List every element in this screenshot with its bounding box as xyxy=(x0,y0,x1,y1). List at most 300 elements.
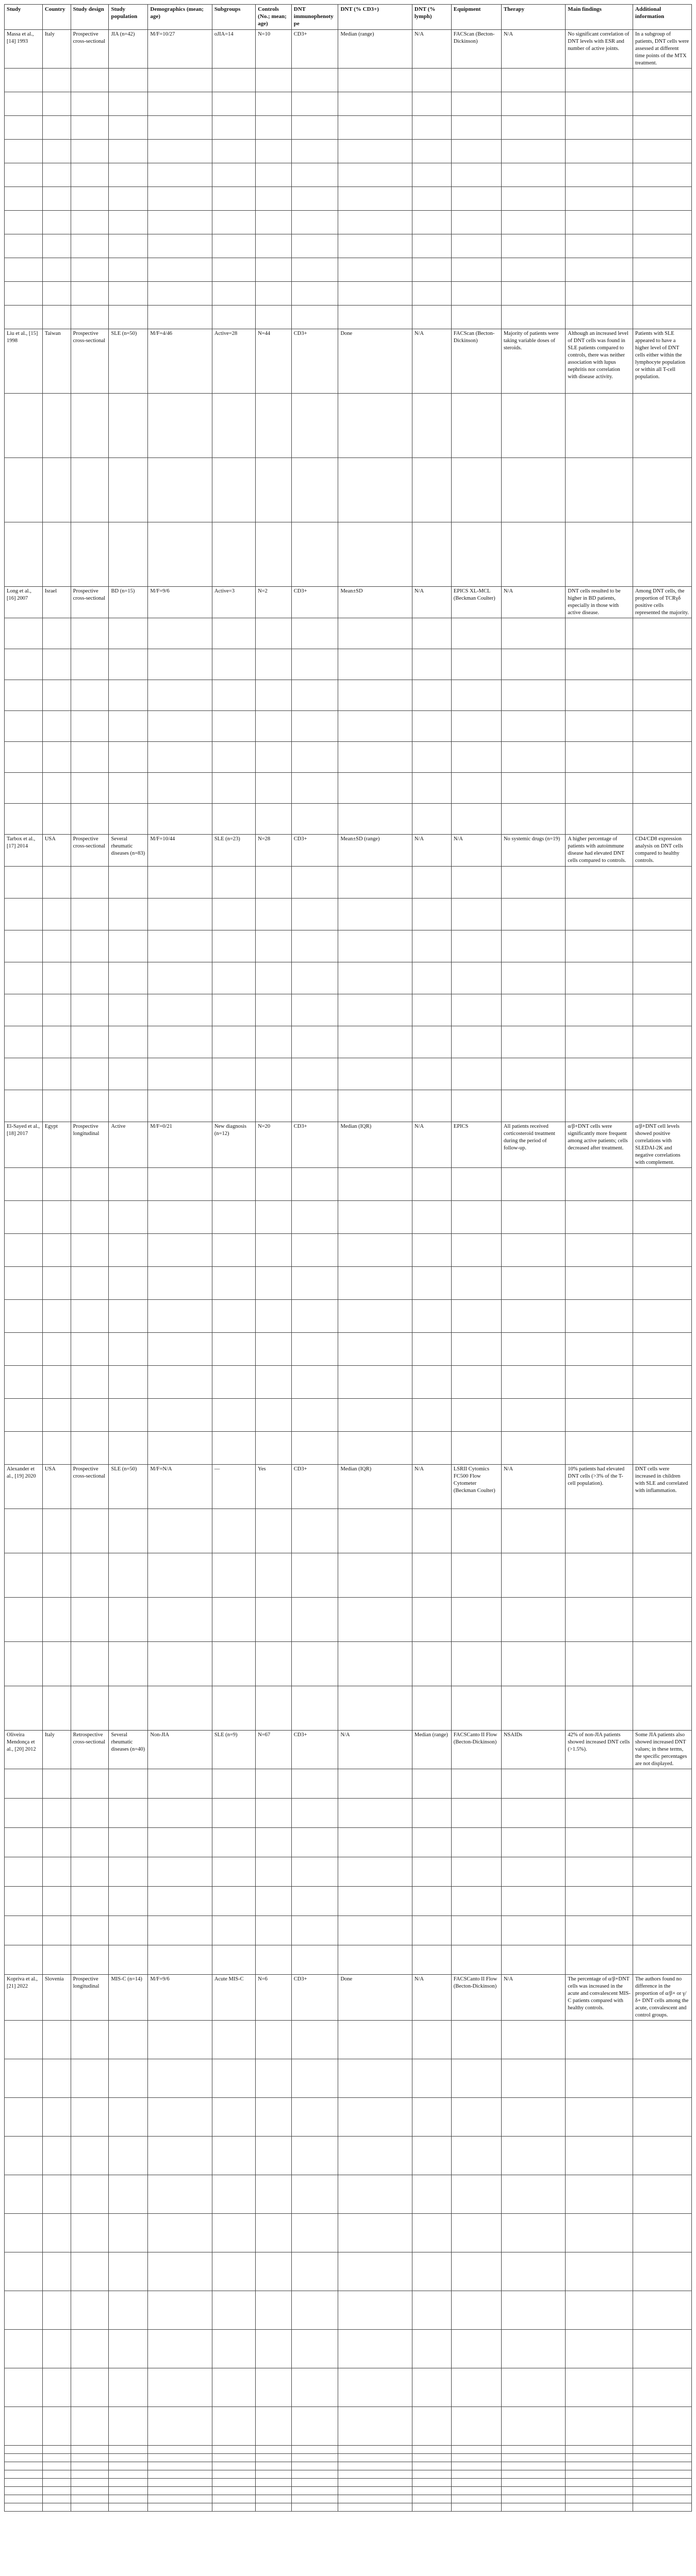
table-cell-empty xyxy=(633,1366,692,1399)
table-cell-empty xyxy=(5,1916,43,1945)
table-cell-empty xyxy=(501,2330,565,2368)
table-cell-empty xyxy=(338,711,412,742)
table-cell-empty xyxy=(451,2252,501,2291)
table-cell-empty xyxy=(501,1887,565,1916)
table-cell-empty xyxy=(71,711,109,742)
table-cell-empty xyxy=(71,618,109,649)
table-cell-empty xyxy=(451,211,501,234)
table-cell-empty xyxy=(451,1201,501,1234)
table-cell-dnt-cd3-: N/A xyxy=(338,1731,412,1769)
table-cell-empty xyxy=(338,1333,412,1366)
table-cell-empty xyxy=(291,2137,338,2175)
table-cell-empty xyxy=(338,1553,412,1598)
table-cell-empty xyxy=(42,1058,71,1090)
table-cell-therapy: Majority of patients were taking variable doses of steroids. xyxy=(501,329,565,394)
table-cell-empty xyxy=(338,1234,412,1267)
table-cell-empty xyxy=(71,1058,109,1090)
table-cell-empty xyxy=(71,458,109,522)
table-cell-empty xyxy=(412,282,451,306)
table-cell-empty xyxy=(566,930,633,962)
table-cell-controls-no-mean-age-: N=20 xyxy=(256,1122,292,1168)
table-row xyxy=(5,2446,692,2454)
table-cell-empty xyxy=(71,804,109,835)
table-cell-empty xyxy=(291,116,338,140)
table-cell-empty xyxy=(412,1333,451,1366)
table-cell-empty xyxy=(212,680,255,711)
table-cell-empty xyxy=(148,522,212,587)
table-cell-empty xyxy=(412,394,451,458)
table-cell-empty xyxy=(451,2291,501,2330)
table-cell-additional-information: Among DNT cells, the proportion of TCRγδ positive cells represented the majority. xyxy=(633,587,692,618)
table-cell-empty xyxy=(451,1828,501,1857)
table-cell-empty xyxy=(291,680,338,711)
table-row xyxy=(5,140,692,163)
table-cell-empty xyxy=(291,2462,338,2470)
table-cell-empty xyxy=(212,163,255,187)
table-cell-empty xyxy=(566,2479,633,2487)
table-cell-empty xyxy=(412,1026,451,1058)
table-cell-empty xyxy=(148,930,212,962)
table-cell-empty xyxy=(109,804,148,835)
table-cell-empty xyxy=(212,394,255,458)
table-cell-empty xyxy=(148,2059,212,2098)
table-cell-empty xyxy=(566,1168,633,1201)
table-cell-empty xyxy=(501,69,565,92)
table-row xyxy=(5,1828,692,1857)
table-cell-subgroups: — xyxy=(212,1465,255,1509)
table-row xyxy=(5,804,692,835)
table-cell-empty xyxy=(412,899,451,930)
table-cell-empty xyxy=(5,2021,43,2059)
table-cell-empty xyxy=(451,711,501,742)
table-cell-empty xyxy=(71,867,109,899)
table-cell-empty xyxy=(212,773,255,804)
table-cell-empty xyxy=(291,258,338,282)
table-cell-empty xyxy=(5,1300,43,1333)
table-cell-empty xyxy=(71,2330,109,2368)
table-cell-country: Israel xyxy=(42,587,71,618)
table-cell-empty xyxy=(148,1799,212,1828)
table-cell-demographics-mean-age-: Non-JIA xyxy=(148,1731,212,1769)
table-cell-empty xyxy=(338,258,412,282)
table-cell-empty xyxy=(633,2446,692,2454)
table-cell-empty xyxy=(109,2214,148,2252)
table-cell-empty xyxy=(633,773,692,804)
table-cell-empty xyxy=(256,1857,292,1887)
table-cell-empty xyxy=(212,2470,255,2479)
table-cell-empty xyxy=(71,2214,109,2252)
table-cell-empty xyxy=(42,742,71,773)
table-cell-empty xyxy=(451,1366,501,1399)
table-cell-empty xyxy=(212,2330,255,2368)
table-cell-empty xyxy=(42,899,71,930)
table-cell-empty xyxy=(633,211,692,234)
table-cell-empty xyxy=(566,1432,633,1465)
table-cell-empty xyxy=(291,649,338,680)
table-cell-empty xyxy=(338,306,412,329)
table-cell-empty xyxy=(566,163,633,187)
table-cell-empty xyxy=(412,2446,451,2454)
table-cell-empty xyxy=(5,458,43,522)
table-cell-empty xyxy=(633,1916,692,1945)
table-cell-empty xyxy=(5,1366,43,1399)
table-cell-empty xyxy=(212,116,255,140)
header-controls: Controls (No.; mean; age) xyxy=(256,5,292,30)
table-cell-dnt-lymph-: Median (range) xyxy=(412,1731,451,1769)
table-cell-empty xyxy=(566,2446,633,2454)
table-cell-empty xyxy=(109,211,148,234)
header-row xyxy=(5,5,692,30)
table-cell-empty xyxy=(71,1234,109,1267)
table-cell-empty xyxy=(412,1598,451,1642)
table-cell-empty xyxy=(451,804,501,835)
table-cell-empty xyxy=(501,1799,565,1828)
table-cell-empty xyxy=(451,258,501,282)
table-cell-empty xyxy=(148,1857,212,1887)
table-row xyxy=(5,773,692,804)
table-cell-empty xyxy=(338,1432,412,1465)
table-cell-empty xyxy=(501,680,565,711)
table-row xyxy=(5,2021,692,2059)
table-cell-empty xyxy=(451,2098,501,2137)
table-cell-dnt-lymph-: N/A xyxy=(412,1122,451,1168)
table-cell-empty xyxy=(451,2462,501,2470)
table-cell-empty xyxy=(5,1509,43,1553)
table-cell-empty xyxy=(501,1201,565,1234)
table-cell-empty xyxy=(412,994,451,1026)
table-cell-dnt-cd3-: Done xyxy=(338,329,412,394)
table-cell-empty xyxy=(338,867,412,899)
table-cell-empty xyxy=(412,163,451,187)
studies-table xyxy=(4,4,692,2512)
table-cell-study-population: Active xyxy=(109,1122,148,1168)
table-row xyxy=(5,1945,692,1975)
table-cell-subgroups: Acute MIS-C xyxy=(212,1975,255,2021)
table-cell-empty xyxy=(291,1432,338,1465)
table-cell-empty xyxy=(256,711,292,742)
table-cell-study-design: Prospective cross-sectional xyxy=(71,587,109,618)
table-cell-empty xyxy=(291,711,338,742)
table-cell-empty xyxy=(412,458,451,522)
table-cell-empty xyxy=(291,234,338,258)
table-cell-empty xyxy=(5,2214,43,2252)
table-cell-empty xyxy=(256,2098,292,2137)
table-cell-empty xyxy=(71,1267,109,1300)
table-cell-empty xyxy=(256,742,292,773)
table-cell-empty xyxy=(412,306,451,329)
table-cell-empty xyxy=(338,2098,412,2137)
table-cell-empty xyxy=(212,2291,255,2330)
table-cell-empty xyxy=(148,1366,212,1399)
table-cell-empty xyxy=(42,1366,71,1399)
table-cell-empty xyxy=(501,2407,565,2446)
table-cell-empty xyxy=(148,234,212,258)
table-cell-empty xyxy=(566,1366,633,1399)
table-cell-empty xyxy=(71,1168,109,1201)
table-row xyxy=(5,618,692,649)
table-cell-empty xyxy=(412,2059,451,2098)
table-cell-empty xyxy=(256,1642,292,1686)
table-cell-empty xyxy=(566,2021,633,2059)
table-cell-empty xyxy=(412,1553,451,1598)
table-cell-empty xyxy=(566,2252,633,2291)
table-cell-empty xyxy=(148,1300,212,1333)
table-cell-empty xyxy=(566,211,633,234)
table-cell-empty xyxy=(148,962,212,994)
table-cell-empty xyxy=(109,2470,148,2479)
table-cell-dnt-immunophenotype: CD3+ xyxy=(291,30,338,69)
table-row xyxy=(5,2059,692,2098)
table-cell-empty xyxy=(256,211,292,234)
table-cell-empty xyxy=(338,649,412,680)
table-cell-empty xyxy=(501,962,565,994)
table-cell-empty xyxy=(212,1300,255,1333)
table-cell-empty xyxy=(256,2214,292,2252)
table-cell-empty xyxy=(633,2368,692,2407)
table-cell-empty xyxy=(5,1090,43,1122)
table-cell-equipment: FACSCanto II Flow (Becton-Dickinson) xyxy=(451,1975,501,2021)
document-page xyxy=(4,4,692,2512)
table-cell-empty xyxy=(5,1201,43,1234)
table-cell-empty xyxy=(338,394,412,458)
table-row xyxy=(5,899,692,930)
header-main-findings: Main findings xyxy=(566,5,633,30)
table-cell-empty xyxy=(501,1300,565,1333)
table-cell-empty xyxy=(338,930,412,962)
table-cell-empty xyxy=(109,930,148,962)
table-cell-empty xyxy=(5,2454,43,2462)
table-cell-empty xyxy=(148,2291,212,2330)
table-cell-empty xyxy=(451,2175,501,2214)
table-cell-empty xyxy=(291,2495,338,2503)
table-cell-empty xyxy=(109,2446,148,2454)
table-cell-empty xyxy=(291,1887,338,1916)
table-cell-empty xyxy=(291,1366,338,1399)
table-cell-empty xyxy=(5,1828,43,1857)
table-cell-empty xyxy=(451,1432,501,1465)
table-cell-empty xyxy=(566,711,633,742)
table-cell-empty xyxy=(42,994,71,1026)
table-cell-empty xyxy=(451,2503,501,2512)
table-cell-equipment: EPICS XL-MCL (Beckman Coulter) xyxy=(451,587,501,618)
table-cell-equipment: N/A xyxy=(451,835,501,867)
table-cell-empty xyxy=(42,1432,71,1465)
table-cell-empty xyxy=(412,1168,451,1201)
table-cell-empty xyxy=(633,1432,692,1465)
table-cell-empty xyxy=(633,1598,692,1642)
table-cell-empty xyxy=(42,1686,71,1731)
table-cell-additional-information: In a subgroup of patients, DNT cells were assessed at different time points of the MTX treatment. xyxy=(633,30,692,69)
table-cell-empty xyxy=(212,258,255,282)
table-cell-study-population: JIA (n=42) xyxy=(109,30,148,69)
table-cell-dnt-lymph-: N/A xyxy=(412,30,451,69)
table-cell-study-design: Prospective longitudinal xyxy=(71,1975,109,2021)
table-cell-empty xyxy=(5,930,43,962)
table-cell-empty xyxy=(148,187,212,211)
table-row xyxy=(5,2175,692,2214)
table-cell-empty xyxy=(148,394,212,458)
table-cell-empty xyxy=(5,2462,43,2470)
table-cell-empty xyxy=(71,2368,109,2407)
table-cell-dnt-immunophenotype: CD3+ xyxy=(291,329,338,394)
table-cell-empty xyxy=(412,116,451,140)
table-row xyxy=(5,2470,692,2479)
table-cell-empty xyxy=(109,742,148,773)
table-cell-empty xyxy=(501,2368,565,2407)
table-cell-empty xyxy=(501,2291,565,2330)
table-cell-empty xyxy=(501,2503,565,2512)
table-cell-empty xyxy=(291,1916,338,1945)
table-cell-therapy: N/A xyxy=(501,1975,565,2021)
table-cell-empty xyxy=(566,522,633,587)
table-cell-empty xyxy=(338,2446,412,2454)
table-cell-empty xyxy=(148,2137,212,2175)
table-cell-empty xyxy=(256,2454,292,2462)
table-cell-empty xyxy=(109,2175,148,2214)
table-cell-empty xyxy=(633,649,692,680)
table-cell-empty xyxy=(212,2407,255,2446)
table-cell-empty xyxy=(71,649,109,680)
table-cell-empty xyxy=(412,69,451,92)
table-cell-empty xyxy=(148,1399,212,1432)
table-cell-empty xyxy=(256,258,292,282)
table-cell-empty xyxy=(148,1333,212,1366)
table-cell-empty xyxy=(5,1598,43,1642)
table-cell-empty xyxy=(451,899,501,930)
table-cell-empty xyxy=(212,1598,255,1642)
table-cell-empty xyxy=(501,458,565,522)
table-cell-empty xyxy=(256,2487,292,2495)
table-cell-empty xyxy=(451,2454,501,2462)
table-cell-empty xyxy=(5,1857,43,1887)
table-cell-empty xyxy=(42,1769,71,1799)
table-cell-empty xyxy=(633,458,692,522)
table-cell-empty xyxy=(109,1828,148,1857)
table-cell-empty xyxy=(148,2495,212,2503)
table-cell-empty xyxy=(566,2137,633,2175)
table-cell-empty xyxy=(291,1267,338,1300)
table-cell-empty xyxy=(633,1799,692,1828)
table-cell-empty xyxy=(451,867,501,899)
table-cell-study-design: Prospective longitudinal xyxy=(71,1122,109,1168)
table-cell-empty xyxy=(338,1509,412,1553)
table-cell-empty xyxy=(109,2454,148,2462)
table-cell-empty xyxy=(148,680,212,711)
table-cell-empty xyxy=(566,680,633,711)
table-cell-empty xyxy=(451,1058,501,1090)
table-cell-empty xyxy=(566,962,633,994)
table-cell-empty xyxy=(338,458,412,522)
table-cell-empty xyxy=(501,1945,565,1975)
table-cell-empty xyxy=(71,2454,109,2462)
table-cell-empty xyxy=(212,1432,255,1465)
table-row xyxy=(5,69,692,92)
table-cell-empty xyxy=(42,163,71,187)
table-cell-empty xyxy=(451,2368,501,2407)
table-cell-empty xyxy=(71,2021,109,2059)
table-cell-empty xyxy=(42,1201,71,1234)
table-cell-empty xyxy=(71,742,109,773)
table-cell-therapy: All patients received corticosteroid treatment during the period of follow-up. xyxy=(501,1122,565,1168)
table-cell-empty xyxy=(451,163,501,187)
table-cell-empty xyxy=(501,773,565,804)
table-cell-equipment: FACScan (Becton-Dickinson) xyxy=(451,329,501,394)
table-cell-additional-information: CD4/CD8 expression analysis on DNT cells compared to healthy controls. xyxy=(633,835,692,867)
table-cell-empty xyxy=(71,1026,109,1058)
table-cell-empty xyxy=(291,1090,338,1122)
table-cell-empty xyxy=(42,1168,71,1201)
table-cell-empty xyxy=(633,69,692,92)
table-cell-demographics-mean-age-: M/F=9/6 xyxy=(148,587,212,618)
table-cell-empty xyxy=(148,282,212,306)
table-cell-empty xyxy=(501,1642,565,1686)
table-cell-empty xyxy=(71,306,109,329)
table-cell-empty xyxy=(212,804,255,835)
table-cell-empty xyxy=(501,116,565,140)
table-cell-empty xyxy=(212,899,255,930)
table-cell-empty xyxy=(412,1945,451,1975)
table-cell-empty xyxy=(42,2214,71,2252)
table-cell-empty xyxy=(501,1234,565,1267)
table-cell-empty xyxy=(291,2059,338,2098)
table-cell-empty xyxy=(338,116,412,140)
table-cell-empty xyxy=(566,1090,633,1122)
table-cell-empty xyxy=(338,1267,412,1300)
table-cell-empty xyxy=(451,187,501,211)
table-cell-empty xyxy=(501,522,565,587)
table-cell-empty xyxy=(42,1267,71,1300)
table-cell-therapy: N/A xyxy=(501,587,565,618)
table-cell-empty xyxy=(212,711,255,742)
table-row xyxy=(5,1090,692,1122)
table-cell-empty xyxy=(566,394,633,458)
table-cell-empty xyxy=(71,1945,109,1975)
table-cell-empty xyxy=(212,140,255,163)
table-cell-empty xyxy=(451,2330,501,2368)
table-row xyxy=(5,2252,692,2291)
table-cell-empty xyxy=(291,1026,338,1058)
table-cell-empty xyxy=(633,1090,692,1122)
table-cell-empty xyxy=(338,187,412,211)
table-cell-empty xyxy=(109,773,148,804)
table-cell-empty xyxy=(412,1234,451,1267)
table-cell-empty xyxy=(71,394,109,458)
table-cell-empty xyxy=(256,116,292,140)
table-cell-empty xyxy=(212,2368,255,2407)
table-cell-empty xyxy=(71,2252,109,2291)
table-cell-empty xyxy=(256,140,292,163)
table-cell-empty xyxy=(338,2407,412,2446)
table-cell-empty xyxy=(338,1686,412,1731)
table-cell-empty xyxy=(71,2446,109,2454)
table-row xyxy=(5,2214,692,2252)
table-cell-empty xyxy=(212,930,255,962)
table-cell-empty xyxy=(633,1300,692,1333)
table-cell-empty xyxy=(291,2098,338,2137)
table-row xyxy=(5,1509,692,1553)
table-cell-empty xyxy=(412,2479,451,2487)
table-cell-empty xyxy=(412,2252,451,2291)
table-cell-empty xyxy=(212,187,255,211)
table-cell-empty xyxy=(412,649,451,680)
header-therapy: Therapy xyxy=(501,5,565,30)
table-cell-empty xyxy=(501,1828,565,1857)
table-cell-empty xyxy=(291,742,338,773)
table-cell-empty xyxy=(633,1026,692,1058)
table-cell-empty xyxy=(71,1598,109,1642)
table-row xyxy=(5,711,692,742)
table-cell-empty xyxy=(501,163,565,187)
